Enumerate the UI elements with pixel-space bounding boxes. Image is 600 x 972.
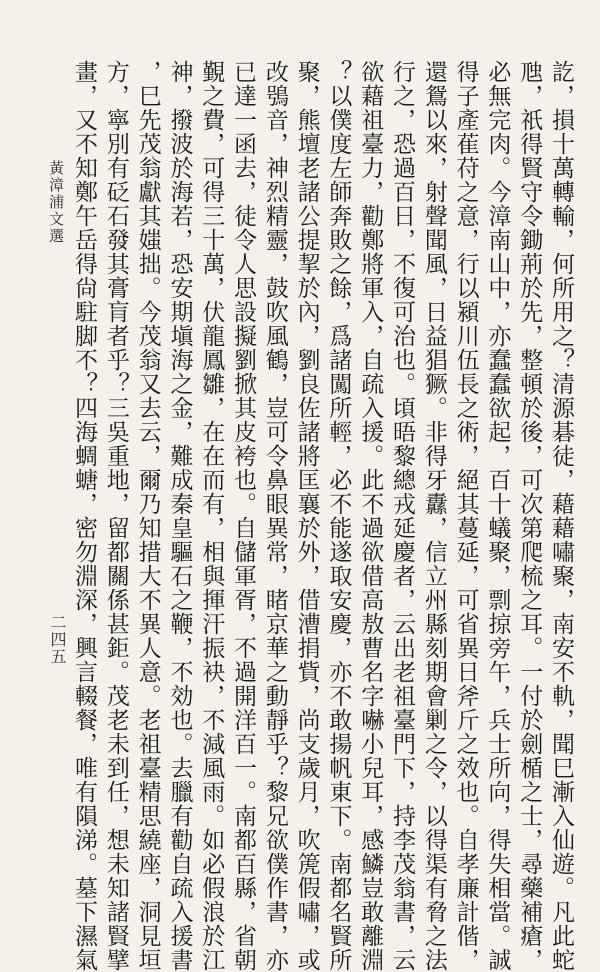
body-text [71,60,576,972]
text-column: 行之，恐過百日，不復可治也。頃晤黎總戎延慶者，云出老祖臺門下，持李茂翁書，云 [389,60,416,972]
text-column: 必無完肉。今漳南山中，亦蠢蠢欲起，百十蟻聚，剽掠旁午，兵士所向，得失相當。誠 [484,60,511,972]
text-column: 還鴛以來，射聲聞風，日益猖獗。非得牙纛，信立州縣刻期會剿之令，以得渠有脅之法 [420,60,447,972]
text-column: 虺，祇得賢守令鋤荊於先，整頓於後，可次第爬梳之耳。一付於劍楯之士，尋藥補瘡， [516,60,543,972]
text-column: 聚，熊壇老諸公提挈於內，劉良佐諸將匡襄於外，借漕捐貲，尚支歲月，吹箎假嘯，或 [293,60,320,972]
text-column: ，巳先茂翁獻其媸拙。今茂翁又去云，爾乃知措大不異人意。老祖臺精思繞座，洞見垣 [134,60,161,972]
text-column: 神，撥波於海若，恐安期塡海之金，難成秦皇驅石之鞭，不効也。去臘有勸自疏入援書 [166,60,193,972]
text-column: 方，寧別有砭石發其膏肓者乎？三吳重地，留都關係甚鉅。茂老未到任，想未知諸賢擘 [102,60,129,972]
page-number: 二四五 [48,614,67,665]
text-column: 已達一函去，徒令人思設擬劉掀其皮袴也。自儲軍胥，不過開洋百一。南都百縣，省朝 [230,60,257,972]
text-column: 覲之費，可得三十萬，伏龍鳳雛，在在而有，相與揮汗振袂，不減風雨。如必假浪於江 [198,60,225,972]
text-column: 欲藉祖臺力，勸鄭將軍入，自疏入援。此不過欲借高敖曹名字嚇小兒耳，感鱗豈敢離淵 [357,60,384,972]
text-column: ？以僕度左師奔敗之餘，爲諸闖所輕，必不能遂取安慶，亦不敢揚帆東下。南都名賢所 [325,60,352,972]
text-column: 改鴞音，神烈精靈，鼓吹風鶴，豈可令鼻眼異常，睹京華之動靜乎？黎兄欲僕作書，亦 [261,60,288,972]
text-column: 得子產萑苻之意，行以潁川伍長之術，絕其蔓延，可省異日斧斤之效也。自孝廉計偕， [452,60,479,972]
text-column: 訖，損十萬轉輸，何所用之？清源碁徒，藉藉嘯聚，南安不軌，聞巳漸入仙遊。凡此蛇 [548,60,574,972]
running-title: 黃漳浦文選 [47,160,65,245]
text-column: 畫，又不知鄭午岳得尙駐脚不？四海蜩螗，密勿淵深，興言輟餐，唯有隕涕。墓下濕氣 [71,60,98,972]
